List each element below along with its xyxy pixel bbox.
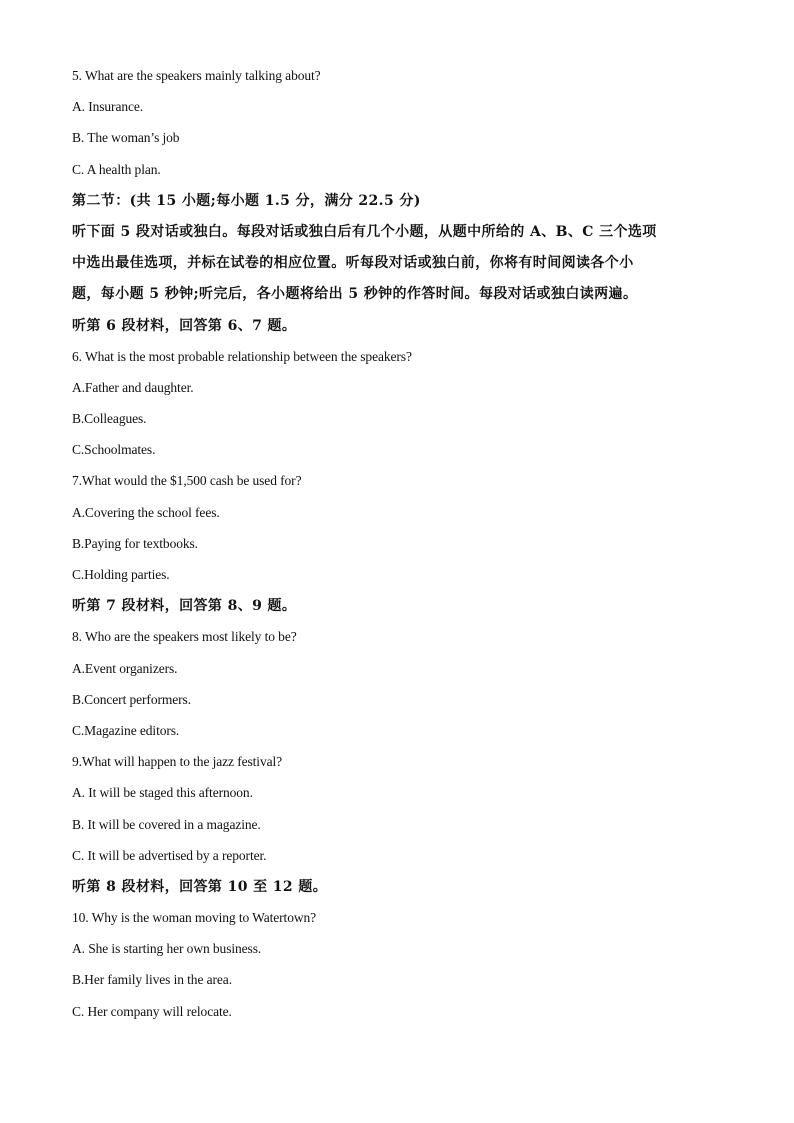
section-instructions-line-3: 题，每小题 5 秒钟;听完后，各小题将给出 5 秒钟的作答时间。每段对话或独白读两遍。 (72, 286, 638, 303)
question-9-option-b: B. It will be covered in a magazine. (72, 816, 261, 832)
question-5-option-b: B. The woman’s job (72, 130, 180, 146)
question-10-stem: 10. Why is the woman moving to Watertown? (72, 910, 317, 926)
question-10-option-b: B.Her family lives in the area. (72, 972, 232, 988)
section-heading: 第二节：(共 15 小题;每小题 1.5 分，满分 22.5 分) (72, 192, 421, 209)
material-8-heading: 听第 8 段材料，回答第 10 至 12 题。 (72, 878, 328, 895)
question-9-option-a: A. It will be staged this afternoon. (72, 785, 253, 801)
question-8-option-b: B.Concert performers. (72, 691, 191, 707)
question-5-stem: 5. What are the speakers mainly talking about? (72, 68, 321, 83)
material-6-heading: 听第 6 段材料，回答第 6、7 题。 (72, 317, 297, 334)
question-8-option-c: C.Magazine editors. (72, 722, 180, 738)
question-8-option-a: A.Event organizers. (72, 660, 178, 676)
question-5-option-a: A. Insurance. (72, 99, 144, 115)
question-7-stem: 7.What would the $1,500 cash be used for? (72, 473, 302, 489)
question-10-option-a: A. She is starting her own business. (72, 941, 262, 957)
material-7-heading: 听第 7 段材料，回答第 8、9 题。 (72, 598, 297, 615)
question-6-option-c: C.Schoolmates. (72, 442, 156, 458)
question-5-option-c: C. A health plan. (72, 161, 161, 177)
section-instructions-line-2: 中选出最佳选项，并标在试卷的相应位置。听每段对话或独白前，你将有时间阅读各个小 (72, 255, 634, 272)
section-instructions-line-1: 听下面 5 段对话或独白。每段对话或独白后有几个小题，从题中所给的 A、B、C 三个选项 (72, 223, 657, 240)
question-6-option-a: A.Father and daughter. (72, 379, 194, 395)
document-page (72, 66, 732, 1033)
question-6-option-b: B.Colleagues. (72, 411, 147, 427)
question-6-stem: 6. What is the most probable relationship between the speakers? (72, 348, 412, 364)
question-9-option-c: C. It will be advertised by a reporter. (72, 847, 267, 863)
question-9-stem: 9.What will happen to the jazz festival? (72, 754, 283, 770)
question-8-stem: 8. Who are the speakers most likely to be? (72, 629, 297, 645)
question-7-option-a: A.Covering the school fees. (72, 504, 220, 520)
question-10-option-c: C. Her company will relocate. (72, 1003, 232, 1019)
question-7-option-b: B.Paying for textbooks. (72, 535, 198, 551)
question-7-option-c: C.Holding parties. (72, 567, 170, 582)
